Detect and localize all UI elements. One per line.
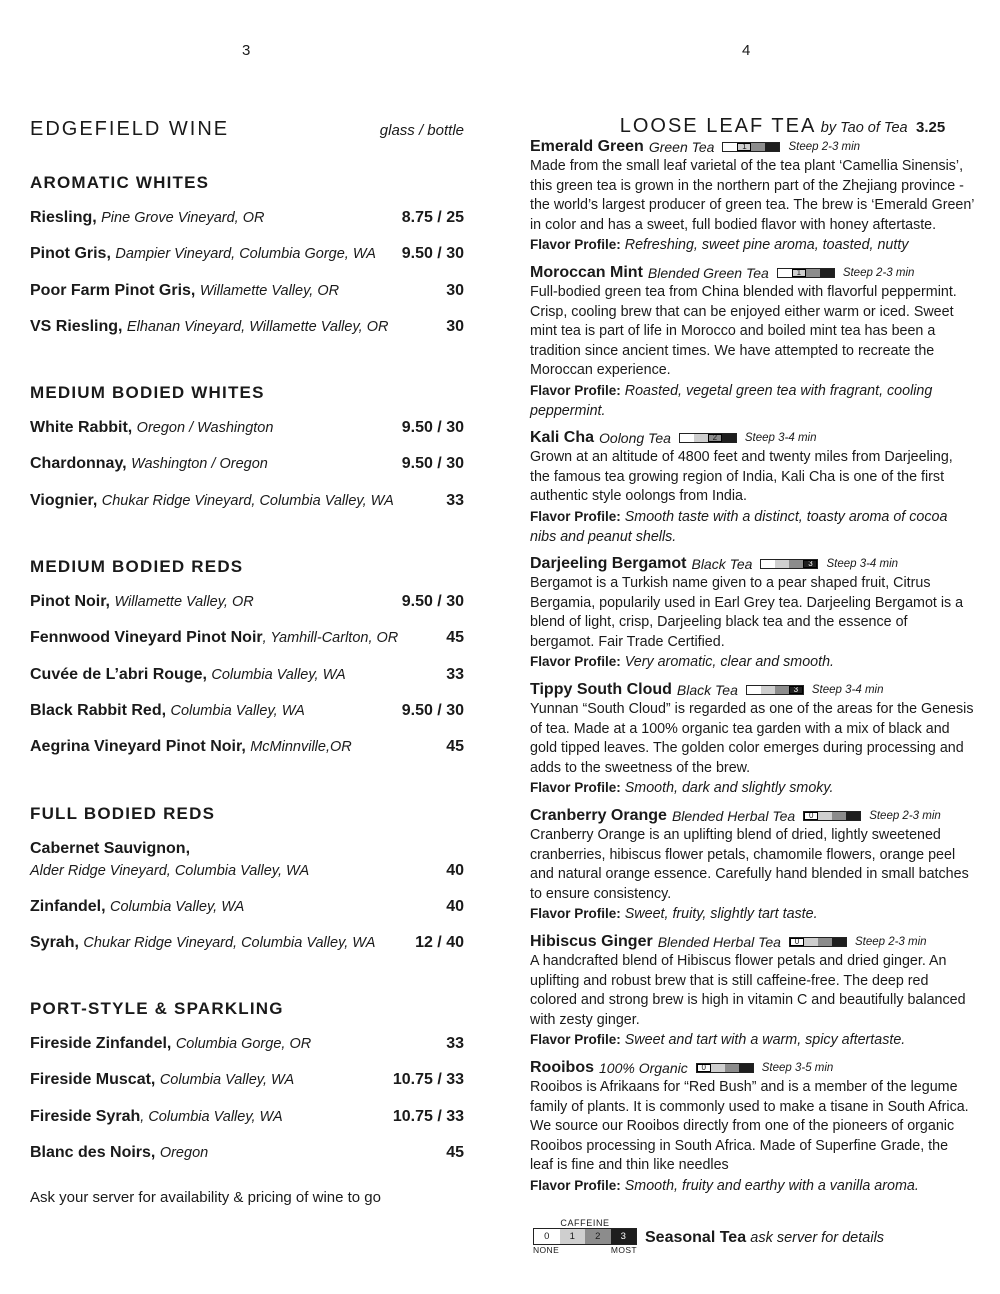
wine-section-heading: MEDIUM BODIED WHITES: [30, 383, 265, 403]
caffeine-segment: [761, 560, 775, 568]
caffeine-high-label: MOST: [610, 1245, 637, 1255]
flavor-profile: [530, 235, 975, 256]
wine-item-label: [30, 280, 339, 302]
wine-item-label: [30, 591, 254, 613]
wine-price: 30: [446, 281, 464, 299]
wine-region: Alder Ridge Vineyard, Columbia Valley, WA: [30, 862, 310, 879]
wine-name: Black Rabbit Red,: [30, 701, 167, 719]
wine-region: , Yamhill-Carlton, OR: [262, 630, 399, 647]
wine-item-label: [30, 453, 268, 475]
caffeine-segment: [723, 143, 737, 151]
wine-title: EDGEFIELD WINE: [30, 118, 230, 140]
wine-section: [30, 998, 464, 1178]
wine-region: Chukar Ridge Vineyard, Columbia Valley, WA: [83, 934, 376, 951]
wine-item-label: [30, 736, 352, 758]
caffeine-segment: [711, 1064, 725, 1072]
wine-region: McMinnville,OR: [250, 739, 352, 756]
tea-type: Oolong Tea: [599, 430, 671, 447]
caffeine-low-label: NONE: [533, 1245, 560, 1255]
wine-name: Chardonnay,: [30, 455, 127, 473]
wine-name: Zinfandel,: [30, 897, 106, 915]
wine-item: [30, 1033, 464, 1069]
wine-region: Columbia Valley, WA: [110, 898, 245, 915]
tea-item-header: [530, 137, 975, 157]
wine-price: 9.50 / 30: [401, 245, 464, 263]
wine-item: [30, 490, 464, 526]
tea-description: Grown at an altitude of 4800 feet and twenty miles from Darjeeling, the famous tea growing region of India, Kali Cha is one of the first authentic style oolongs from India.: [530, 449, 953, 505]
tea-item-header: [530, 263, 975, 283]
caffeine-segment: 1: [737, 143, 751, 151]
caffeine-meter: [746, 685, 804, 695]
caffeine-segment: 2: [708, 434, 722, 442]
wine-region: Dampier Vineyard, Columbia Gorge, WA: [115, 246, 376, 263]
wine-item-label: [30, 490, 394, 512]
caffeine-segment: 0: [790, 938, 804, 946]
wine-item-label: [30, 700, 305, 722]
tea-title: LOOSE LEAF TEA: [619, 115, 817, 137]
flavor-profile-text: Very aromatic, clear and smooth.: [624, 654, 835, 671]
caffeine-meter: [777, 268, 835, 278]
tea-price: 3.25: [916, 119, 946, 136]
wine-name: Poor Farm Pinot Gris,: [30, 281, 196, 299]
wine-item-label: [30, 243, 376, 265]
tea-item: [530, 680, 975, 799]
flavor-profile-label: Flavor Profile:: [530, 508, 621, 524]
caffeine-segment: [694, 434, 708, 442]
tea-item-header: [530, 1058, 975, 1078]
wine-price: 9.50 / 30: [401, 455, 464, 473]
flavor-profile-label: Flavor Profile:: [530, 780, 621, 796]
wine-region: Washington / Oregon: [131, 456, 268, 473]
tea-header: [590, 115, 975, 137]
wine-region: Columbia Valley, WA: [170, 702, 305, 719]
wine-name: Aegrina Vineyard Pinot Noir,: [30, 738, 246, 756]
caffeine-segment: [804, 938, 818, 946]
flavor-profile-text: Roasted, vegetal green tea with fragrant, cooling peppermint.: [530, 382, 933, 419]
steep-time: Steep 2-3 min: [788, 141, 861, 153]
caffeine-segment: [832, 812, 846, 820]
caffeine-segment: [775, 560, 789, 568]
wine-item: [30, 932, 464, 968]
caffeine-level-1: 1: [560, 1229, 586, 1244]
wine-price: 45: [446, 1144, 464, 1162]
tea-name: Tippy South Cloud: [530, 681, 672, 699]
wine-price: 40: [446, 861, 464, 879]
wine-price: 9.50 / 30: [401, 593, 464, 611]
tea-item: [530, 1058, 975, 1197]
wine-price: 45: [446, 629, 464, 647]
wine-price: 9.50 / 30: [401, 419, 464, 437]
wine-region: Columbia Valley, WA: [159, 1072, 295, 1089]
seasonal-tea-note: ask server for details: [750, 1230, 885, 1246]
tea-item: [530, 554, 975, 673]
wine-item: [30, 1106, 464, 1142]
wine-item: [30, 316, 464, 352]
tea-item: [530, 263, 975, 421]
steep-time: Steep 2-3 min: [854, 936, 927, 948]
tea-name: Hibiscus Ginger: [530, 933, 653, 950]
wine-region: Willamette Valley, OR: [114, 594, 254, 611]
tea-item: [530, 932, 975, 1051]
wine-region: Willamette Valley, OR: [199, 282, 340, 299]
tea-item-header: [530, 680, 975, 700]
wine-region: , Columbia Valley, WA: [140, 1108, 283, 1125]
wine-name: VS Riesling,: [30, 317, 123, 335]
wine-name: White Rabbit,: [30, 419, 133, 437]
caffeine-meter: [803, 811, 861, 821]
caffeine-segment: [751, 143, 765, 151]
wine-region: Chukar Ridge Vineyard, Columbia Valley, WA: [101, 492, 394, 509]
caffeine-segment: [739, 1064, 753, 1072]
wine-region: Oregon: [159, 1145, 209, 1162]
wine-item: [30, 417, 464, 453]
flavor-profile-text: Sweet, fruity, slightly tart taste.: [624, 906, 818, 923]
wine-price: 10.75 / 33: [392, 1107, 464, 1125]
wine-region: Columbia Valley, WA: [211, 666, 346, 683]
tea-item: [530, 137, 975, 256]
wine-region: Oregon / Washington: [136, 420, 274, 437]
caffeine-segment: [722, 434, 736, 442]
wine-name: Fireside Zinfandel,: [30, 1035, 172, 1053]
page-number-right: 4: [742, 42, 751, 59]
wine-section-heading: FULL BODIED REDS: [30, 803, 216, 823]
wine-item-label: [30, 627, 398, 649]
tea-type: Black Tea: [676, 682, 738, 699]
wine-price: 10.75 / 33: [392, 1071, 464, 1089]
wine-section-heading: MEDIUM BODIED REDS: [30, 557, 244, 577]
tea-type: 100% Organic: [599, 1059, 688, 1076]
steep-time: Steep 2-3 min: [842, 266, 915, 279]
tea-item-header: [530, 554, 975, 574]
tea-type: Black Tea: [691, 556, 753, 573]
wine-section-heading: PORT-STYLE & SPARKLING: [30, 999, 284, 1019]
wine-item: [30, 453, 464, 489]
wine-item-label: [30, 1106, 283, 1128]
wine-item: [30, 838, 464, 896]
caffeine-meter: [789, 937, 847, 947]
wine-price: 33: [446, 491, 464, 509]
caffeine-segment: [761, 686, 775, 694]
wine-price: 8.75 / 25: [401, 209, 464, 226]
flavor-profile: [530, 381, 975, 421]
caffeine-segment: [846, 812, 860, 820]
caffeine-meter: [760, 559, 818, 569]
wine-item-label: [30, 207, 264, 229]
wine-name: Cuvée de L’abri Rouge,: [30, 665, 207, 683]
tea-description: A handcrafted blend of Hibiscus flower petals and dried ginger. An uplifting and robust brew that is still caffeine-free. The deep red colored and strong brew is high in vitamin C and beautifully balanced with zesty ginger.: [530, 953, 966, 1028]
flavor-profile-label: Flavor Profile:: [530, 906, 621, 922]
tea-item-header: [530, 428, 975, 448]
wine-item: [30, 243, 464, 279]
wine-item: [30, 1069, 464, 1105]
tea-description: Rooibos is Afrikaans for “Red Bush” and is a member of the legume family of plants. It is commonly used to make a tisane in South Africa. We source our Rooibos directly from one of the pioneers of organic Rooibos processing in South Africa. Made of Superfine Grade, the leaf is fine and thin like needles: [530, 1078, 969, 1174]
wine-item: [30, 700, 464, 736]
wine-item: [30, 280, 464, 316]
caffeine-segment: [820, 269, 834, 277]
flavor-profile: [530, 778, 975, 799]
flavor-profile: [530, 652, 975, 673]
tea-description: Full-bodied green tea from China blended with flavorful peppermint. Crisp, cooling brew that can be enjoyed either warm or iced. Sweet mint tea is part of life in Morocco and boiled mint tea has been a tradition since ancient times. We have attempted to recreate the Moroccan experience.: [530, 283, 957, 379]
flavor-profile-text: Smooth, fruity and earthy with a vanilla aroma.: [624, 1177, 919, 1194]
caffeine-segment: 1: [792, 269, 806, 277]
wine-item-label: [30, 1069, 294, 1091]
caffeine-legend-scale: [533, 1228, 637, 1245]
wine-item: [30, 207, 464, 243]
flavor-profile-text: Refreshing, sweet pine aroma, toasted, nutty: [624, 237, 909, 254]
caffeine-segment: [832, 938, 846, 946]
steep-time: Steep 3-4 min: [744, 432, 817, 445]
steep-time: Steep 2-3 min: [869, 810, 941, 823]
glass-bottle-label: glass / bottle: [379, 122, 464, 139]
tea-description: Made from the small leaf varietal of the tea plant ‘Camellia Sinensis’, this green tea is grown in the northern part of the Zhejiang province - the world’s largest producer of green tea. The brew is ‘Emerald Green’ in color and has a sweet, full bodied flavor with honey aftertaste.: [530, 158, 974, 233]
flavor-profile-label: Flavor Profile:: [530, 382, 621, 398]
seasonal-tea: [645, 1229, 884, 1247]
wine-section-heading: AROMATIC WHITES: [30, 173, 210, 192]
caffeine-meter: [722, 142, 780, 152]
steep-time: Steep 3-5 min: [761, 1061, 834, 1074]
caffeine-segment: [818, 938, 832, 946]
tea-item: [530, 806, 975, 925]
tea-item-header: [530, 932, 975, 952]
wine-price: 40: [446, 897, 464, 915]
wine-price: 30: [446, 317, 464, 335]
wine-name: Fennwood Vineyard Pinot Noir: [30, 629, 263, 647]
caffeine-level-2: 2: [585, 1229, 611, 1244]
wine-price: 9.50 / 30: [401, 701, 464, 719]
wine-item-label: [30, 1033, 311, 1055]
caffeine-segment: 0: [804, 812, 818, 820]
flavor-profile-label: Flavor Profile:: [530, 654, 621, 670]
steep-time: Steep 3-4 min: [826, 558, 899, 571]
caffeine-segment: [806, 269, 820, 277]
wine-item-label: [30, 840, 464, 882]
caffeine-meter: [679, 433, 737, 443]
caffeine-segment: [789, 560, 803, 568]
flavor-profile-text: Smooth taste with a distinct, toasty aroma of cocoa nibs and peanut shells.: [530, 508, 948, 545]
wine-item: [30, 1142, 464, 1178]
caffeine-legend-caption: CAFFEINE: [560, 1218, 610, 1228]
flavor-profile: [530, 507, 975, 547]
caffeine-segment: [747, 686, 761, 694]
caffeine-segment: 3: [803, 560, 817, 568]
wine-item-label: [30, 417, 273, 439]
tea-menu: [530, 115, 975, 1204]
tea-brand: by Tao of Tea: [820, 120, 908, 136]
page-number-left: 3: [242, 42, 251, 59]
caffeine-segment: [725, 1064, 739, 1072]
tea-description: Yunnan “South Cloud” is regarded as one of the areas for the Genesis of tea. Made at a 100% organic tea garden with a mix of black and gold tipped leaves. The golden color emerges during processing and adds to the sweetness of the brew.: [530, 701, 974, 776]
steep-time: Steep 3-4 min: [811, 684, 884, 697]
wine-header: [30, 118, 464, 142]
tea-name: Moroccan Mint: [530, 263, 643, 281]
wine-price: 12 / 40: [415, 933, 464, 951]
caffeine-segment: [775, 686, 789, 694]
wine-item-label: [30, 896, 244, 918]
caffeine-segment: 3: [789, 686, 803, 694]
flavor-profile: [530, 904, 975, 925]
wine-item-label: [30, 932, 375, 954]
tea-item: [530, 428, 975, 547]
caffeine-segment: 0: [697, 1064, 711, 1072]
caffeine-segment: [680, 434, 694, 442]
tea-name: Cranberry Orange: [530, 807, 667, 825]
wine-region: Columbia Gorge, OR: [175, 1036, 312, 1053]
wine-region: Elhanan Vineyard, Willamette Valley, OR: [126, 318, 389, 335]
caffeine-legend: [533, 1218, 643, 1255]
wine-item: [30, 664, 464, 700]
wine-item-label: [30, 1142, 208, 1164]
flavor-profile-text: Sweet and tart with a warm, spicy aftertaste.: [624, 1032, 906, 1049]
wine-item: [30, 627, 464, 663]
tea-type: Green Tea: [648, 139, 715, 155]
seasonal-tea-name: Seasonal Tea: [645, 1229, 747, 1246]
wine-name: Fireside Muscat,: [30, 1071, 156, 1089]
tea-type: Blended Green Tea: [647, 264, 769, 281]
wine-name: Viognier,: [30, 491, 98, 509]
wine-name: Pinot Gris,: [30, 245, 111, 263]
tea-name: Rooibos: [530, 1058, 594, 1076]
wine-to-go-note: Ask your server for availability & pricing of wine to go: [30, 1189, 381, 1206]
tea-description: Cranberry Orange is an uplifting blend of dried, lightly sweetened cranberries, hibiscus flower petals, chamomile flowers, orange peel and natural orange essence. Carefully hand blended in small batches to ensure consistency.: [530, 827, 969, 902]
caffeine-meter: [696, 1063, 754, 1073]
caffeine-segment: [818, 812, 832, 820]
tea-name: Kali Cha: [530, 429, 595, 447]
caffeine-level-0: 0: [534, 1229, 560, 1244]
wine-menu: [30, 118, 464, 1208]
caffeine-segment: [765, 143, 779, 151]
tea-description: Bergamot is a Turkish name given to a pear shaped fruit, Citrus Bergamia, popularily used in Earl Grey tea. Darjeeling Bergamot is a blend of light, crisp, Darjeeling black tea and the essence of bergamot. Fair Trade Certified.: [530, 575, 964, 650]
tea-type: Blended Herbal Tea: [657, 934, 781, 950]
flavor-profile-label: Flavor Profile:: [530, 1177, 621, 1193]
wine-name: Syrah,: [30, 933, 79, 951]
wine-sections: [30, 172, 464, 1178]
wine-price: 33: [446, 665, 464, 683]
wine-price: 33: [446, 1035, 464, 1053]
wine-name: Blanc des Noirs,: [30, 1144, 156, 1162]
caffeine-level-3: 3: [611, 1229, 637, 1244]
wine-region: Pine Grove Vineyard, OR: [101, 210, 265, 226]
flavor-profile-label: Flavor Profile:: [530, 237, 621, 253]
wine-item: [30, 736, 464, 772]
tea-item-header: [530, 806, 975, 826]
wine-section: [30, 382, 464, 526]
wine-price: 45: [446, 738, 464, 756]
tea-name: Darjeeling Bergamot: [530, 555, 687, 573]
wine-section: [30, 172, 464, 352]
wine-name: Pinot Noir,: [30, 593, 110, 611]
caffeine-segment: [778, 269, 792, 277]
wine-item: [30, 896, 464, 932]
wine-item: [30, 591, 464, 627]
flavor-profile: [530, 1030, 975, 1051]
wine-item-label: [30, 316, 388, 338]
wine-item-label: [30, 664, 346, 686]
flavor-profile-label: Flavor Profile:: [530, 1032, 621, 1048]
wine-name: Cabernet Sauvignon,: [30, 839, 191, 857]
wine-name: Fireside Syrah: [30, 1107, 141, 1125]
tea-type: Blended Herbal Tea: [671, 808, 796, 825]
flavor-profile-text: Smooth, dark and slightly smoky.: [624, 780, 834, 797]
flavor-profile: [530, 1176, 975, 1197]
wine-section: [30, 556, 464, 772]
wine-name: Riesling,: [30, 209, 97, 226]
tea-list: [530, 137, 975, 1197]
tea-name: Emerald Green: [530, 138, 644, 155]
wine-section: [30, 803, 464, 969]
